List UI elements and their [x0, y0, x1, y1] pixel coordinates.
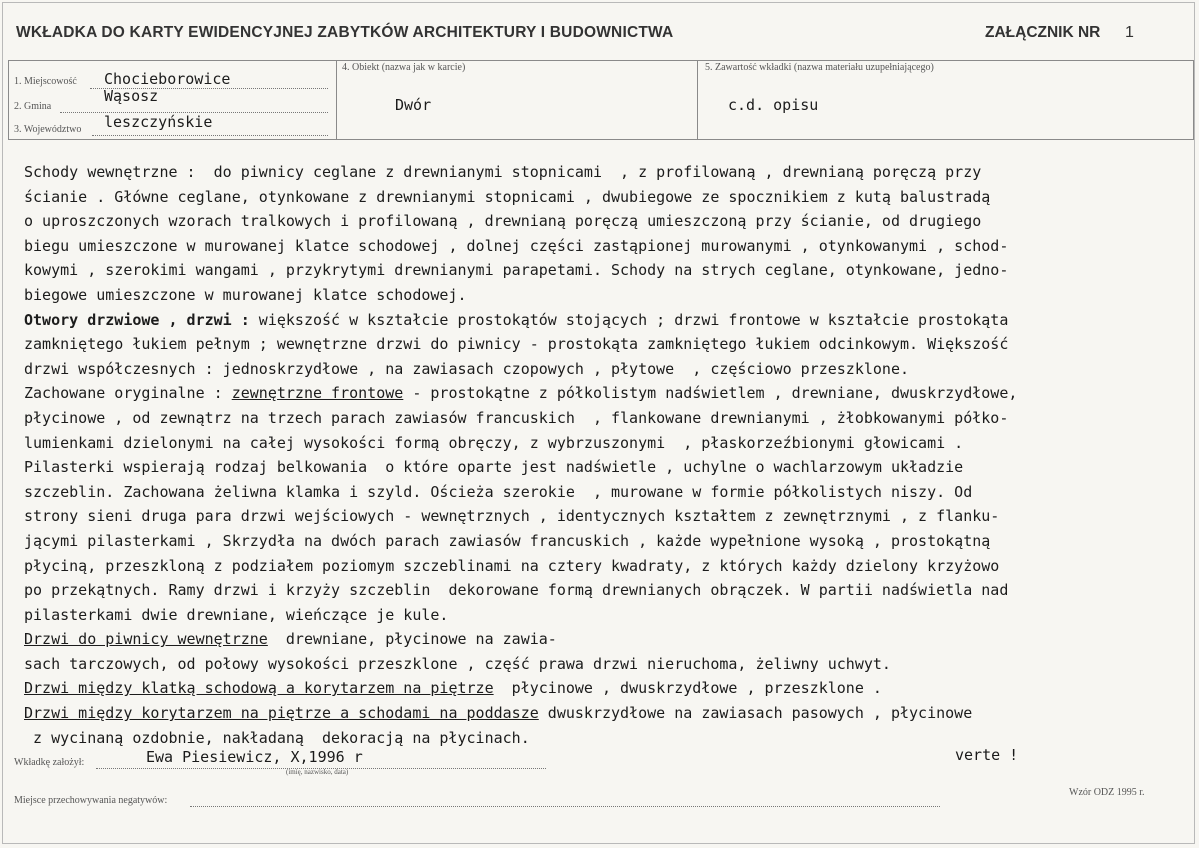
body-line: biegowe umieszczone w murowanej klatce schodowej. [24, 285, 467, 304]
piwnica-underlined: Drzwi do piwnicy wewnętrzne [24, 630, 268, 649]
obiekt-value: Dwór [395, 96, 432, 114]
gmina-value: Wąsosz [104, 87, 159, 105]
miejscowosc-value: Chocieborowice [104, 70, 231, 88]
body-line: pilasterkami dwie drewniane, wieńczące je kule. [24, 605, 449, 624]
author-note: (imię, nazwisko, data) [286, 768, 349, 776]
zawartosc-label: 5. Zawartość wkładki (nazwa materiału uzupełniającego) [705, 62, 934, 73]
author-label: Wkładkę założył: [14, 757, 85, 768]
piwnica-line: Drzwi do piwnicy wewnętrzne drewniane, płycinowe na zawia- [24, 630, 557, 649]
verte-note: verte ! [955, 746, 1019, 764]
obiekt-label: 4. Obiekt (nazwa jak w karcie) [342, 62, 466, 73]
body-line: lumienkami dzielonymi na całej wysokości formą obręczy, z wybrzuszonymi , płaskorzeźbionymi głowicami . [24, 433, 964, 452]
body-line: zamkniętego łukiem pełnym ; wewnętrzne drzwi do piwnicy - prostokąta zamkniętego łukiem odcinkowym. Większość [24, 335, 1009, 354]
negatives-dots [190, 806, 940, 807]
body-line: z wycinaną ozdobnie, nakładaną dekoracją na płycinach. [24, 728, 530, 747]
zachowane-line: Zachowane oryginalne : zewnętrzne frontowe - prostokątne z półkolistym nadświetlem , drewniane, dwuskrzydłowe, [24, 384, 1018, 403]
body-line: strony sieni druga para drzwi wejściowych - wewnętrznych , identycznych kształtem z zewnętrznymi , z flanku- [24, 507, 1000, 526]
attachment-number: 1 [1125, 24, 1134, 41]
body-line: ścianie . Główne ceglane, otynkowane z drewnianymi stopnicami , dwubiegowe ze spocznikiem z kutą balustradą [24, 187, 991, 206]
form-reference: Wzór ODZ 1995 r. [1069, 787, 1145, 798]
gmina-label: 2. Gmina [14, 101, 52, 112]
body-line: jącymi pilasterkami , Skrzydła na dwóch parach zawiasów francuskich , każde wypełnione wysoką , prostokątną [24, 531, 991, 550]
body-line: biegu umieszczone w murowanej klatce schodowej , dolnej części zastąpionej murowanymi , otynkowanymi , schod- [24, 236, 1009, 255]
wojewodztwo-dots [92, 135, 328, 136]
poddasze-line: Drzwi między korytarzem na piętrze a schodami na poddasze dwuskrzydłowe na zawiasach pasowych , płycinowe [24, 704, 973, 723]
klatka-underlined: Drzwi między klatką schodową a korytarzem na piętrze [24, 679, 494, 698]
klatka-line: Drzwi między klatką schodową a korytarzem na piętrze płycinowe , dwuskrzydłowe , przeszklone . [24, 679, 882, 698]
otwory-heading: Otwory drzwiowe , drzwi : [24, 310, 250, 329]
body-line: płyciną, przeszkloną z podziałem poziomym szczeblinami na cztery kwadraty, z których każdy dzielony krzyżowo [24, 556, 1000, 575]
author-value: Ewa Piesiewicz, X,1996 r [146, 748, 363, 766]
field-divider-2 [697, 60, 698, 140]
wojewodztwo-label: 3. Województwo [14, 124, 82, 135]
body-line: po przekątnych. Ramy drzwi i krzyży szczeblin dekorowane formą drewnianych obrączek. W partii nadświetla nad [24, 581, 1009, 600]
body-line: Pilasterki wspierają rodzaj belkowania o które oparte jest nadświetle , uchylne o wachlarzowym układzie [24, 458, 964, 477]
body-line: drzwi współczesnych : jednoskrzydłowe , na zawiasach czopowych , płytowe , częściowo przeszklone. [24, 359, 910, 378]
body-line: płycinowe , od zewnątrz na trzech parach zawiasów francuskich , flankowane drewnianymi , żłobkowanymi półko- [24, 408, 1009, 427]
otwory-line: Otwory drzwiowe , drzwi : większość w kształcie prostokątów stojących ; drzwi frontowe w kształcie prostokąta [24, 310, 1009, 329]
attachment-label: ZAŁĄCZNIK NR [985, 24, 1101, 41]
miejscowosc-label: 1. Miejscowość [14, 76, 77, 87]
body-line: kowymi , szerokimi wangami , przykrytymi drewnianymi parapetami. Schody na strych ceglane, otynkowane, jedno- [24, 261, 1009, 280]
body-line: Schody wewnętrzne : do piwnicy ceglane z drewnianymi stopnicami , z profilowaną , drewnianą poręczą przy [24, 163, 982, 181]
zachowane-underlined: zewnętrzne frontowe [231, 384, 404, 403]
body-line: szczeblin. Zachowana żeliwna klamka i szyld. Ościeża szerokie , murowane w formie półkolistych niszy. Od [24, 482, 973, 501]
body-line: sach tarczowych, od połowy wysokości przeszklone , część prawa drzwi nieruchoma, żeliwny uchwyt. [24, 654, 891, 673]
zawartosc-value: c.d. opisu [728, 96, 819, 114]
wojewodztwo-value: leszczyńskie [104, 113, 213, 131]
description-body [24, 160, 1174, 750]
negatives-label: Miejsce przechowywania negatywów: [14, 795, 168, 806]
field-divider-1 [336, 60, 337, 140]
form-title: WKŁADKA DO KARTY EWIDENCYJNEJ ZABYTKÓW ARCHITEKTURY I BUDOWNICTWA [16, 24, 674, 41]
body-line: o uproszczonych wzorach tralkowych i profilowaną , drewnianą poręczą umieszczoną przy ścianie, od drugiego [24, 212, 982, 231]
poddasze-underlined: Drzwi między korytarzem na piętrze a schodami na poddasze [24, 704, 539, 723]
